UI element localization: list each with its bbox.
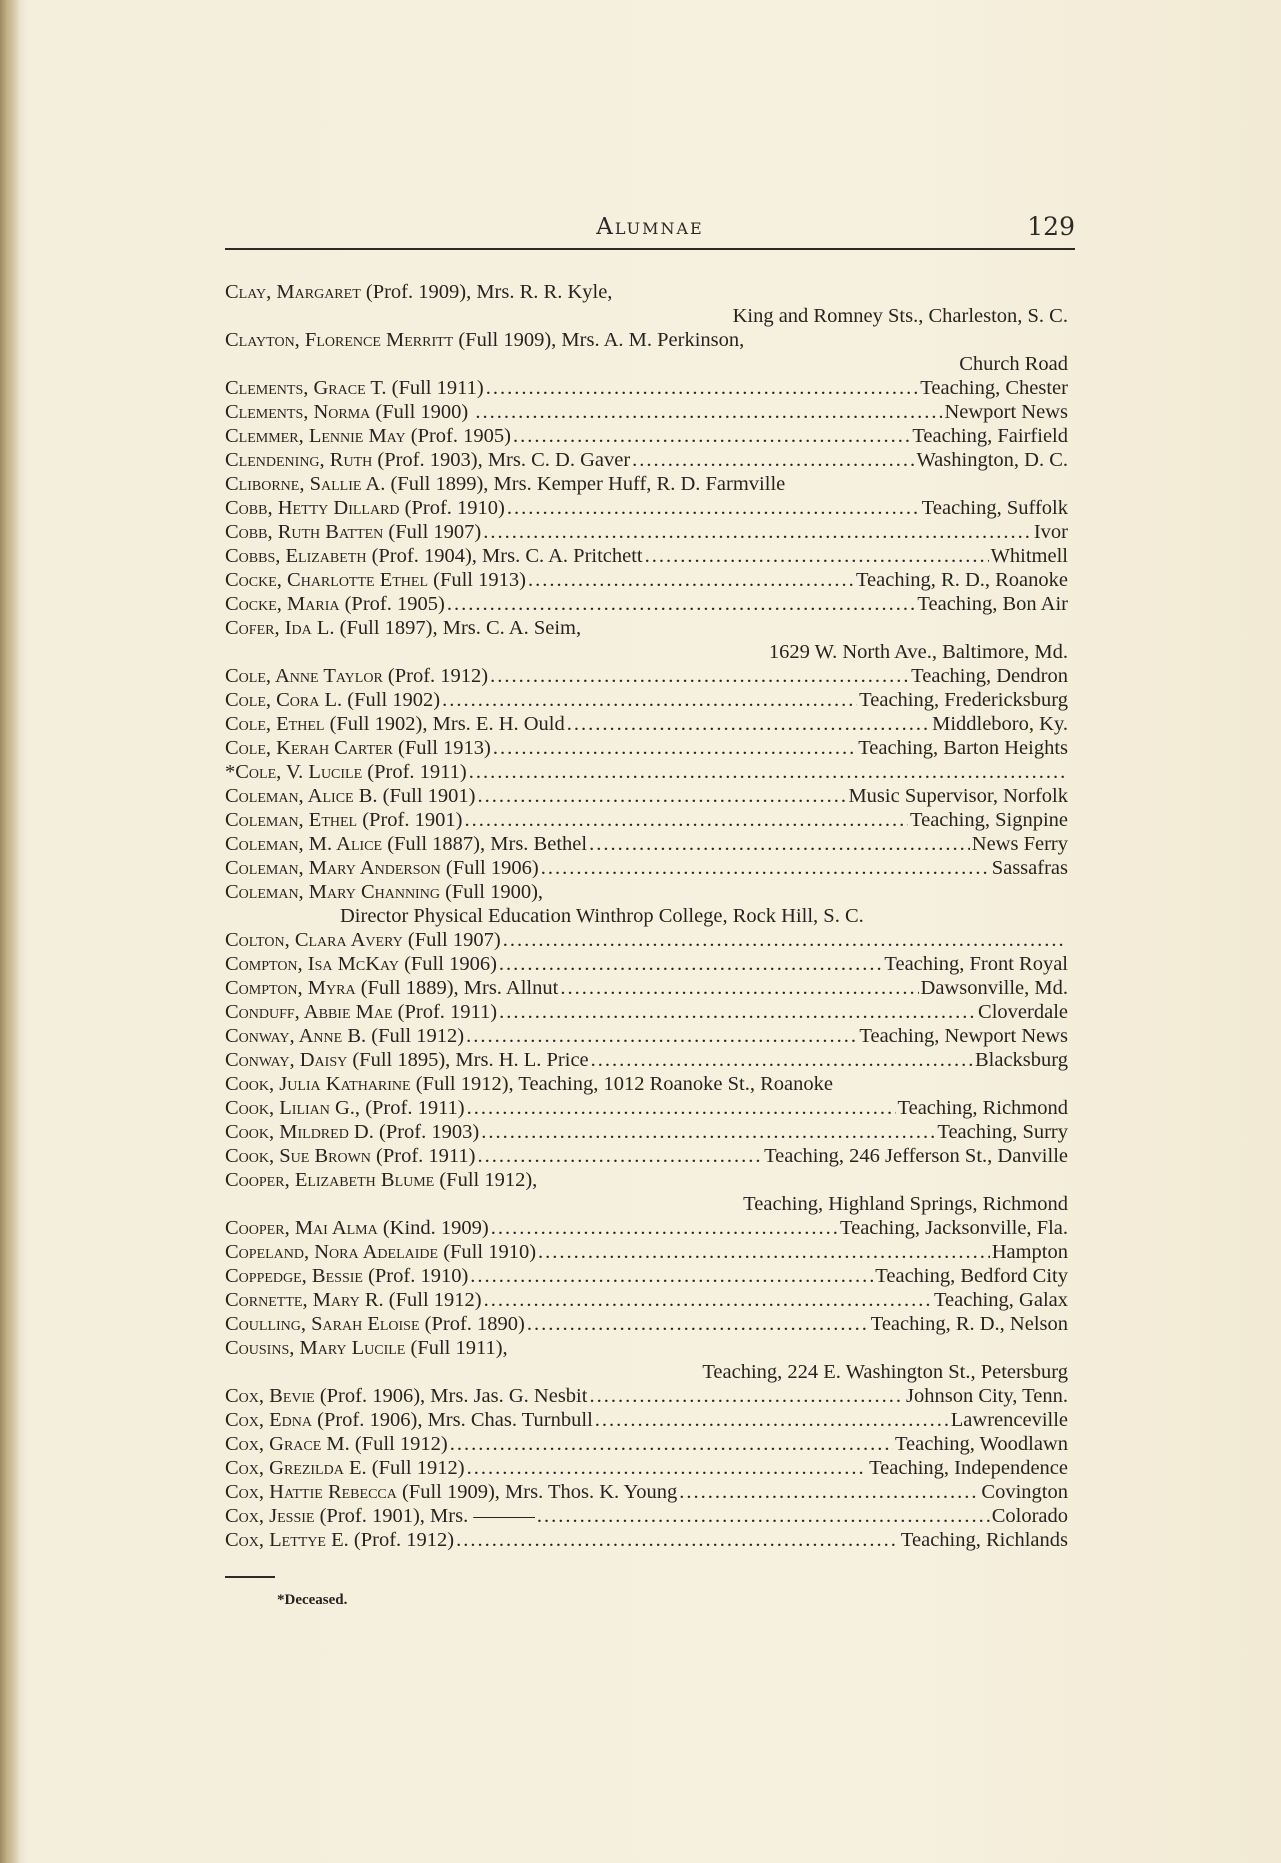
entry-name: Cox, Bevie <box>225 1385 315 1407</box>
entry-continuation: King and Romney Sts., Charleston, S. C. <box>732 305 1068 327</box>
entry-details: (Full 1913) <box>392 737 491 759</box>
entry-line <box>225 1480 1068 1504</box>
entry-destination: Ivor <box>1033 521 1068 543</box>
entry-details: (Full 1899), Mrs. Kemper Huff, R. D. Farmville <box>385 473 786 495</box>
entry-line <box>225 928 1068 952</box>
entry-line <box>225 1120 1068 1144</box>
entry-details: (Full 1907) <box>383 521 482 543</box>
entry-continuation: Teaching, 224 E. Washington St., Petersburg <box>702 1361 1068 1383</box>
entry-line <box>225 808 1068 832</box>
entry-details: (Full 1911), <box>405 1337 508 1359</box>
entry-name: Coleman, Mary Anderson <box>225 857 441 879</box>
entry-name: Cole, Anne Taylor <box>225 665 383 687</box>
entry-continuation: Church Road <box>959 353 1068 375</box>
entry-details: (Kind. 1909) <box>377 1217 489 1239</box>
entry-line <box>225 448 1068 472</box>
entry-name: Clendening, Ruth <box>225 449 373 471</box>
dot-leader <box>484 1288 932 1312</box>
entry-details: (Prof. 1906), Mrs. Chas. Turnbull <box>312 1409 593 1431</box>
dot-leader <box>527 1312 869 1336</box>
entry-destination: Teaching, Richmond <box>897 1097 1068 1119</box>
entry-line <box>225 1144 1068 1168</box>
entry-line <box>225 688 1068 712</box>
entry-destination: Teaching, Fredericksburg <box>859 689 1068 711</box>
entry-line <box>225 1528 1068 1552</box>
entry-destination: Cloverdale <box>978 1001 1068 1023</box>
entry-line <box>225 1312 1068 1336</box>
entry-name: Clemmer, Lennie May <box>225 425 406 447</box>
entry-details: (Prof. 1911) <box>360 1097 465 1119</box>
running-title: Alumnae <box>596 214 704 240</box>
dot-leader <box>464 808 908 832</box>
entry-name: Coleman, Mary Channing <box>225 881 440 903</box>
entry-destination: Teaching, Barton Heights <box>858 737 1068 759</box>
dot-leader <box>467 1456 868 1480</box>
entry-line <box>225 568 1068 592</box>
entry-name: Cox, Lettye E. <box>225 1529 349 1551</box>
entry-destination: Teaching, R. D., Nelson <box>870 1313 1068 1335</box>
entry-name: Clay, Margaret <box>225 281 361 303</box>
entry-name: Conduff, Abbie Mae <box>225 1001 393 1023</box>
entry-destination: Newport News <box>944 401 1068 423</box>
entry-details: (Full 1910) <box>438 1241 537 1263</box>
entry-destination: Teaching, Bedford City <box>875 1265 1068 1287</box>
entry-line <box>225 1384 1068 1408</box>
entry-line <box>225 880 1068 904</box>
entry-name: Coleman, Alice B. <box>225 785 378 807</box>
dot-leader <box>528 568 854 592</box>
entry-line <box>225 592 1068 616</box>
entry-line <box>225 1216 1068 1240</box>
entry-name: Conway, Daisy <box>225 1049 348 1071</box>
entry-line <box>225 976 1068 1000</box>
entry-line <box>225 1168 1068 1192</box>
entry-line <box>225 832 1068 856</box>
entry-name: Cole, Ethel <box>225 713 325 735</box>
dot-leader <box>645 544 989 568</box>
page-number: 129 <box>1027 212 1075 241</box>
entry-details: (Prof. 1901), Mrs. ——— <box>314 1505 535 1527</box>
footnote-rule <box>225 1576 275 1578</box>
entry-details: (Prof. 1911) <box>362 761 467 783</box>
entry-name: Cooper, Elizabeth Blume <box>225 1169 435 1191</box>
alumnae-list <box>225 280 1068 1552</box>
entry-details: (Full 1906) <box>398 953 497 975</box>
entry-destination: Teaching, 246 Jefferson St., Danville <box>764 1145 1068 1167</box>
entry-details: (Prof. 1903) <box>373 1121 480 1143</box>
entry-details: (Full 1895), Mrs. H. L. Price <box>347 1049 589 1071</box>
entry-line <box>225 856 1068 880</box>
entry-details: (Prof. 1911) <box>370 1145 476 1167</box>
entry-line <box>225 1408 1068 1432</box>
entry-destination: Dawsonville, Md. <box>920 977 1068 999</box>
entry-name: Cole, Kerah Carter <box>225 737 393 759</box>
dot-leader <box>481 1120 935 1144</box>
entry-destination: Washington, D. C. <box>916 449 1068 471</box>
entry-details: (Full 1887), Mrs. Bethel <box>382 833 588 855</box>
entry-name: Cobb, Ruth Batten <box>225 521 384 543</box>
entry-line <box>225 400 1068 424</box>
entry-destination: Teaching, Dendron <box>911 665 1068 687</box>
entry-details: (Prof. 1910) <box>399 497 505 519</box>
entry-details: (Full 1901) <box>377 785 476 807</box>
entry-destination: Colorado <box>991 1505 1068 1527</box>
entry-destination: Teaching, Woodlawn <box>894 1433 1068 1455</box>
entry-details: (Full 1900) <box>370 401 474 423</box>
entry-destination: Teaching, Richlands <box>900 1529 1068 1551</box>
header-rule <box>225 248 1075 250</box>
dot-leader <box>486 376 919 400</box>
entry-details: (Prof. 1890) <box>419 1313 525 1335</box>
dot-leader <box>541 856 990 880</box>
dot-leader <box>595 1408 949 1432</box>
entry-name: Clayton, Florence Merritt <box>225 329 454 351</box>
entry-line <box>225 952 1068 976</box>
entry-details: (Prof. 1904), Mrs. C. A. Pritchett <box>366 545 643 567</box>
entry-line <box>225 1336 1068 1360</box>
entry-line <box>225 1432 1068 1456</box>
dot-leader <box>475 400 942 424</box>
entry-name: Cook, Mildred D. <box>225 1121 374 1143</box>
entry-name: Compton, Myra <box>225 977 356 999</box>
entry-line <box>225 712 1068 736</box>
entry-destination: Covington <box>981 1481 1068 1503</box>
dot-leader <box>450 1432 893 1456</box>
page-spine-edge <box>0 0 20 1863</box>
entry-destination: Johnson City, Tenn. <box>905 1385 1068 1407</box>
entry-destination: Teaching, Newport News <box>859 1025 1068 1047</box>
dot-leader <box>537 1504 990 1528</box>
entry-line <box>225 736 1068 760</box>
entry-destination: Lawrenceville <box>950 1409 1068 1431</box>
entry-name: Colton, Clara Avery <box>225 929 403 951</box>
entry-name: Copeland, Nora Adelaide <box>225 1241 439 1263</box>
entry-line <box>225 784 1068 808</box>
entry-line <box>225 1072 1068 1096</box>
dot-leader <box>470 1264 873 1288</box>
entry-destination: Sassafras <box>991 857 1068 879</box>
entry-destination: Teaching, R. D., Roanoke <box>855 569 1068 591</box>
entry-name: Cofer, Ida L. <box>225 617 335 639</box>
entry-destination: Teaching, Front Royal <box>884 953 1068 975</box>
dot-leader <box>567 712 930 736</box>
entry-destination: Teaching, Independence <box>869 1457 1068 1479</box>
dot-leader <box>456 1528 899 1552</box>
entry-details: (Full 1912), <box>434 1169 538 1191</box>
entry-name: Cook, Sue Brown <box>225 1145 371 1167</box>
entry-line <box>225 1504 1068 1528</box>
dot-leader <box>499 952 882 976</box>
entry-details: (Full 1906) <box>440 857 539 879</box>
entry-details: (Prof. 1912) <box>382 665 489 687</box>
entry-details: (Full 1912), Teaching, 1012 Roanoke St., Roanoke <box>410 1073 833 1095</box>
entry-destination: Whitmell <box>990 545 1068 567</box>
entry-destination: Music Supervisor, Norfolk <box>848 785 1068 807</box>
entry-details: (Prof. 1905) <box>339 593 445 615</box>
dot-leader <box>513 424 910 448</box>
entry-name: Cox, Grace M. <box>225 1433 350 1455</box>
entry-name: Clements, Grace T. <box>225 377 387 399</box>
dot-leader <box>466 1024 857 1048</box>
entry-line <box>225 1096 1068 1120</box>
entry-name: Compton, Isa McKay <box>225 953 399 975</box>
entry-details: (Prof. 1906), Mrs. Jas. G. Nesbit <box>314 1385 588 1407</box>
dot-leader <box>447 592 916 616</box>
entry-destination: Teaching, Galax <box>933 1289 1068 1311</box>
entry-details: (Prof. 1903), Mrs. C. D. Gaver <box>372 449 631 471</box>
entry-details: (Full 1911) <box>386 377 484 399</box>
entry-name: Cole, Cora L. <box>225 689 343 711</box>
entry-line <box>225 544 1068 568</box>
entry-line <box>225 496 1068 520</box>
entry-line <box>225 1264 1068 1288</box>
entry-line <box>225 616 1068 640</box>
entry-details: (Prof. 1905) <box>405 425 511 447</box>
entry-name: Cox, Jessie <box>225 1505 315 1527</box>
entry-continuation: Teaching, Highland Springs, Richmond <box>743 1193 1068 1215</box>
entry-destination: Teaching, Chester <box>920 377 1068 399</box>
entry-name: *Cole, V. Lucile <box>225 761 363 783</box>
dot-leader <box>538 1240 990 1264</box>
entry-line <box>225 664 1068 688</box>
entry-name: Cocke, Charlotte Ethel <box>225 569 428 591</box>
entry-details: (Prof. 1901) <box>357 809 463 831</box>
entry-details: (Full 1902) <box>342 689 441 711</box>
entry-details: (Full 1897), Mrs. C. A. Seim, <box>334 617 582 639</box>
entry-destination: Teaching, Fairfield <box>912 425 1068 447</box>
entry-details: (Full 1912) <box>349 1433 448 1455</box>
entry-details: (Full 1902), Mrs. E. H. Ould <box>324 713 565 735</box>
entry-details: (Full 1913) <box>428 569 526 591</box>
dot-leader <box>679 1480 979 1504</box>
entry-name: Coleman, M. Alice <box>225 833 383 855</box>
entry-destination: Teaching, Jacksonville, Fla. <box>840 1217 1068 1239</box>
entry-line <box>225 520 1068 544</box>
entry-continuation: 1629 W. North Ave., Baltimore, Md. <box>768 641 1068 663</box>
entry-destination: Teaching, Suffolk <box>921 497 1068 519</box>
entry-details: (Full 1889), Mrs. Allnut <box>355 977 559 999</box>
footnote: *Deceased. <box>277 1592 348 1608</box>
entry-destination: News Ferry <box>971 833 1068 855</box>
entry-continuation: Director Physical Education Winthrop College, Rock Hill, S. C. <box>340 905 864 927</box>
entry-details: (Full 1912) <box>366 1025 465 1047</box>
entry-line <box>225 1456 1068 1480</box>
entry-name: Cox, Hattie Rebecca <box>225 1481 397 1503</box>
entry-details: (Full 1900), <box>439 881 544 903</box>
entry-line <box>225 1024 1068 1048</box>
entry-details: (Full 1912) <box>383 1289 482 1311</box>
entry-line <box>225 280 1068 304</box>
entry-name: Cook, Julia Katharine <box>225 1073 411 1095</box>
entry-details: (Full 1912) <box>366 1457 465 1479</box>
dot-leader <box>483 520 1032 544</box>
entry-line <box>225 1000 1068 1024</box>
entry-line <box>225 424 1068 448</box>
entry-line <box>225 1048 1068 1072</box>
entry-name: Coleman, Ethel <box>225 809 358 831</box>
entry-name: Cox, Edna <box>225 1409 312 1431</box>
entry-details: (Prof. 1911) <box>392 1001 498 1023</box>
dot-leader <box>469 760 1066 784</box>
entry-destination: Hampton <box>991 1241 1068 1263</box>
entry-name: Cook, Lilian G., <box>225 1097 361 1119</box>
entry-details: (Prof. 1910) <box>362 1265 469 1287</box>
entry-name: Cousins, Mary Lucile <box>225 1337 406 1359</box>
dot-leader <box>591 1048 973 1072</box>
entry-name: Cobbs, Elizabeth <box>225 545 367 567</box>
entry-line <box>225 1288 1068 1312</box>
entry-destination: Teaching, Signpine <box>910 809 1068 831</box>
dot-leader <box>507 496 920 520</box>
entry-name: Cobb, Hetty Dillard <box>225 497 400 519</box>
entry-line <box>225 1240 1068 1264</box>
dot-leader <box>632 448 914 472</box>
entry-name: Cliborne, Sallie A. <box>225 473 386 495</box>
entry-name: Coulling, Sarah Eloise <box>225 1313 420 1335</box>
entry-details: (Full 1909), Mrs. A. M. Perkinson, <box>453 329 745 351</box>
entry-name: Coppedge, Bessie <box>225 1265 363 1287</box>
dot-leader <box>560 976 918 1000</box>
entry-name: Cornette, Mary R. <box>225 1289 384 1311</box>
entry-details: (Full 1909), Mrs. Thos. K. Young <box>396 1481 678 1503</box>
entry-details: (Prof. 1912) <box>348 1529 455 1551</box>
entry-destination: Middleboro, Ky. <box>932 713 1068 735</box>
dot-leader <box>589 1384 904 1408</box>
dot-leader <box>477 1144 762 1168</box>
entry-line <box>225 472 1068 496</box>
dot-leader <box>491 1216 838 1240</box>
dot-leader <box>442 688 857 712</box>
dot-leader <box>499 1000 976 1024</box>
entry-destination: Blacksburg <box>974 1049 1068 1071</box>
entry-name: Cocke, Maria <box>225 593 340 615</box>
dot-leader <box>493 736 856 760</box>
entry-details: (Prof. 1909), Mrs. R. R. Kyle, <box>360 281 613 303</box>
dot-leader <box>467 1096 896 1120</box>
dot-leader <box>490 664 909 688</box>
entry-name: Cox, Grezilda E. <box>225 1457 367 1479</box>
entry-name: Cooper, Mai Alma <box>225 1217 378 1239</box>
dot-leader <box>477 784 846 808</box>
dot-leader <box>503 928 1066 952</box>
entry-destination: Teaching, Bon Air <box>917 593 1068 615</box>
entry-name: Conway, Anne B. <box>225 1025 367 1047</box>
entry-line <box>225 760 1068 784</box>
entry-destination: Teaching, Surry <box>937 1121 1068 1143</box>
entry-line <box>225 376 1068 400</box>
entry-details: (Full 1907) <box>402 929 501 951</box>
entry-name: Clements, Norma <box>225 401 371 423</box>
entry-line <box>225 328 1068 352</box>
dot-leader <box>589 832 970 856</box>
